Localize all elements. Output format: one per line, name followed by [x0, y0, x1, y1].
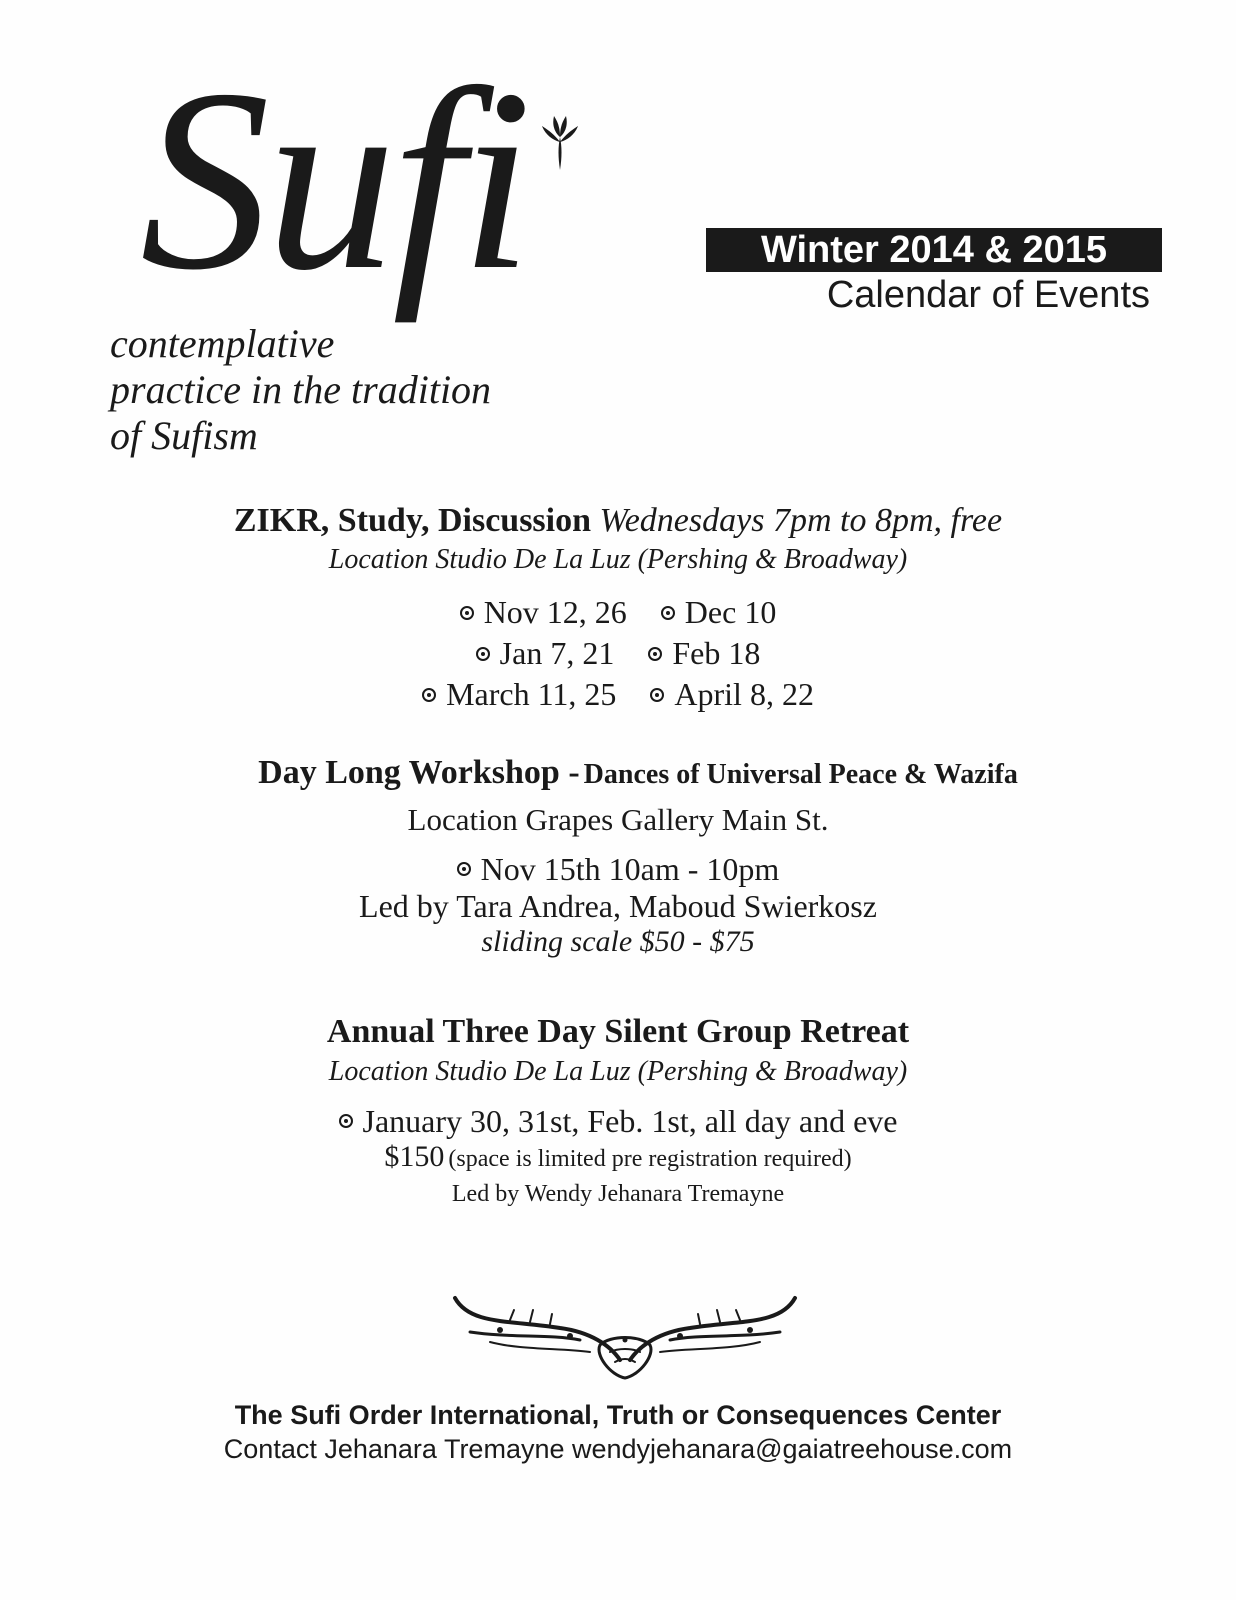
bullet-icon	[648, 647, 662, 661]
bullet-icon	[457, 862, 471, 876]
logo-word: Sufi	[140, 36, 529, 324]
retreat-date-row	[0, 1102, 1236, 1140]
workshop-subtitle: Dances of Universal Peace & Wazifa	[583, 759, 1018, 790]
season-title: Winter 2014 & 2015	[706, 228, 1162, 272]
retreat-section	[0, 1010, 1236, 1209]
logo-tagline-line-3: of Sufism	[110, 413, 258, 458]
zikr-title: ZIKR, Study, Discussion	[233, 502, 592, 539]
workshop-title: Day Long Workshop -	[258, 754, 580, 791]
season-header	[706, 228, 1162, 318]
list-item: January 30, 31st, Feb. 1st, all day and eve	[339, 1102, 898, 1140]
workshop-section	[0, 752, 1236, 960]
retreat-location: Location Studio De La Luz (Pershing & Broadway)	[328, 1056, 908, 1087]
zikr-dates-row-3	[0, 674, 1236, 715]
workshop-location: Location Grapes Gallery Main St.	[407, 802, 829, 837]
list-item: Jan 7, 21	[476, 633, 615, 674]
logo-tagline-line-1: contemplative	[110, 321, 335, 366]
footer-contact: Contact Jehanara Tremayne wendyjehanara@gaiatreehouse.com	[223, 1434, 1013, 1464]
retreat-title: Annual Three Day Silent Group Retreat	[326, 1013, 910, 1050]
list-item: Nov 12, 26	[460, 592, 627, 633]
list-item: April 8, 22	[650, 674, 814, 715]
bullet-icon	[661, 606, 675, 620]
workshop-leaders: Led by Tara Andrea, Maboud Swierkosz	[359, 888, 877, 924]
logo-tagline-line-2: practice in the tradition	[110, 367, 492, 412]
flower-ornament-icon	[540, 112, 580, 172]
retreat-price-line	[0, 1140, 1236, 1179]
list-item: Nov 15th 10am - 10pm	[457, 850, 780, 888]
list-item: Dec 10	[661, 592, 777, 633]
bullet-icon	[650, 688, 664, 702]
list-item: Feb 18	[648, 633, 760, 674]
workshop-heading	[0, 752, 1236, 800]
bullet-icon	[476, 647, 490, 661]
zikr-dates-row-2	[0, 633, 1236, 674]
zikr-heading	[0, 500, 1236, 542]
bullet-icon	[460, 606, 474, 620]
retreat-leader: Led by Wendy Jehanara Tremayne	[451, 1181, 785, 1207]
zikr-schedule: Wednesdays 7pm to 8pm, free	[599, 502, 1003, 539]
zikr-section	[0, 500, 1236, 715]
workshop-price: sliding scale $50 - $75	[481, 925, 755, 958]
bullet-icon	[422, 688, 436, 702]
zikr-location: Location Studio De La Luz (Pershing & Broadway)	[328, 544, 908, 575]
sufi-logo	[100, 36, 660, 480]
calligraphy-ornament-icon	[450, 1290, 800, 1380]
workshop-date-row	[0, 850, 1236, 888]
list-item: March 11, 25	[422, 674, 616, 715]
bullet-icon	[339, 1114, 353, 1128]
retreat-price: $150	[384, 1140, 445, 1173]
calendar-subtitle: Calendar of Events	[826, 274, 1150, 316]
retreat-note: (space is limited pre registration required)	[448, 1146, 852, 1172]
footer-org: The Sufi Order International, Truth or Consequences Center	[234, 1400, 1002, 1430]
zikr-dates-row-1	[0, 592, 1236, 633]
footer	[0, 1398, 1236, 1466]
